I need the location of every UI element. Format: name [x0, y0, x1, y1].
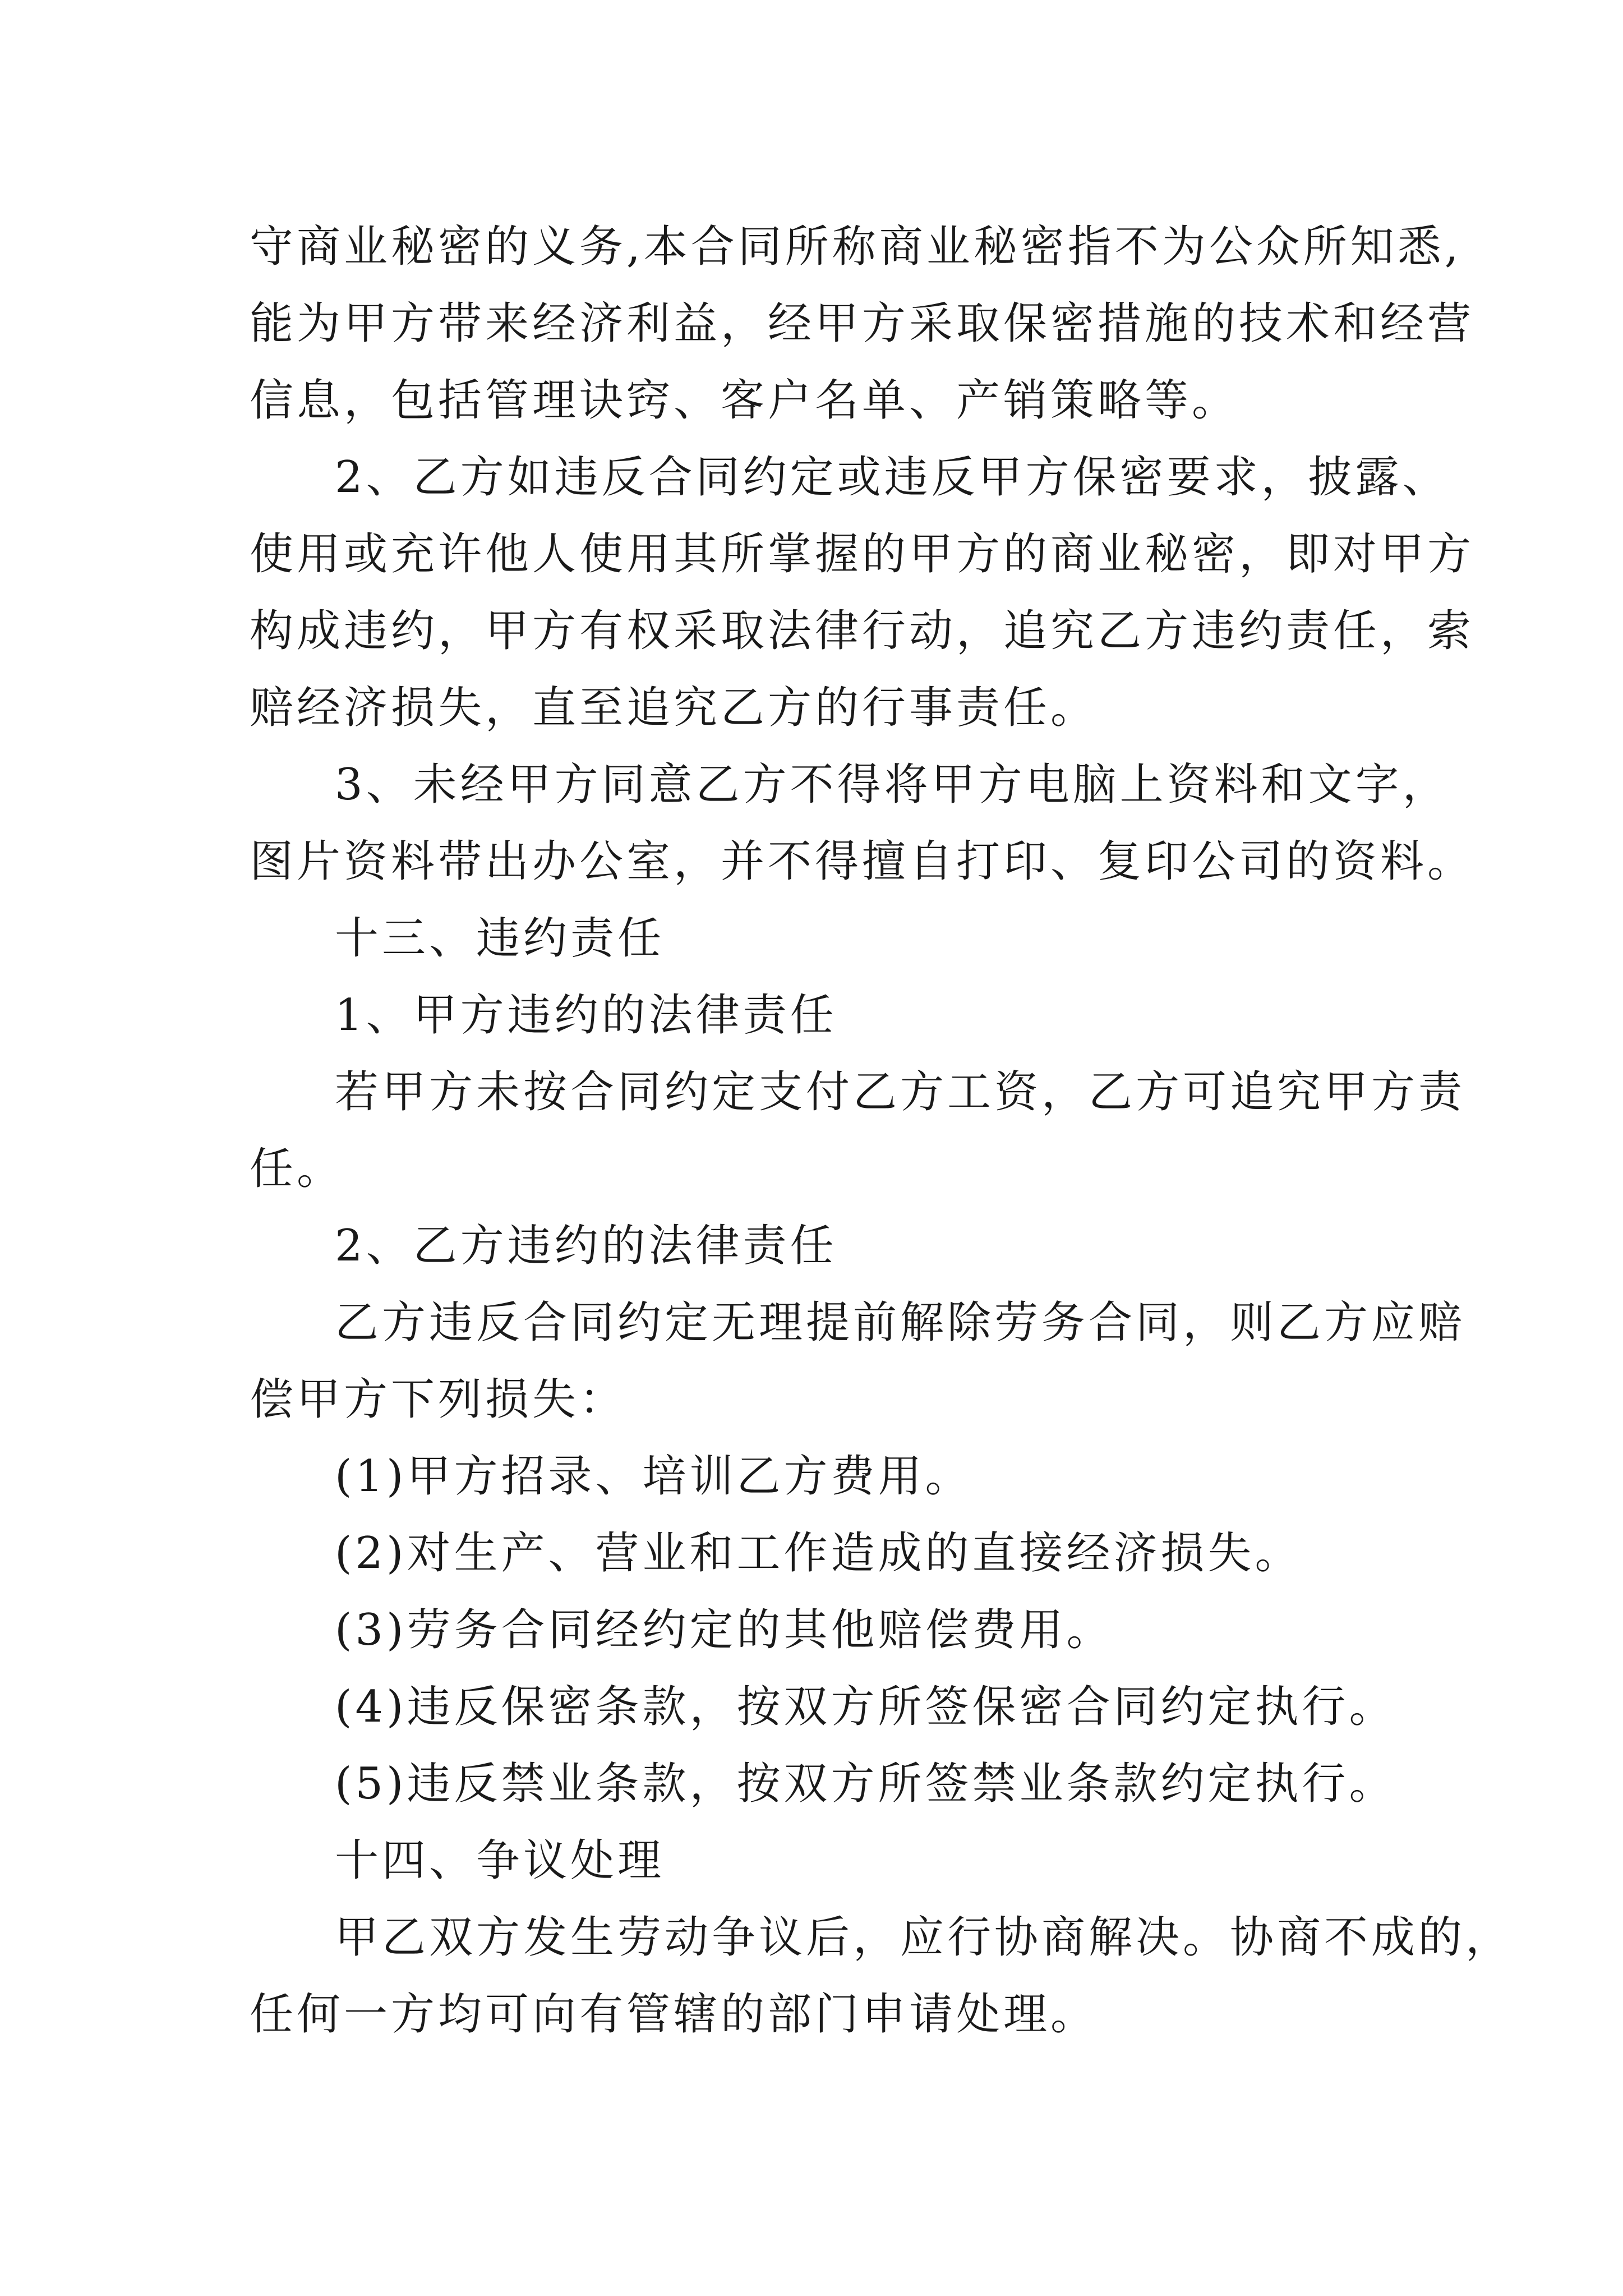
text-line: 守商业秘密的义务,本合同所称商业秘密指不为公众所知悉,	[250, 222, 1462, 272]
subheading-party-b-liability	[250, 1208, 1427, 1285]
text-line: (4)违反保密条款，按双方所签保密合同约定执行。	[335, 1682, 1396, 1732]
text-line: (1)甲方招录、培训乙方费用。	[335, 1451, 972, 1502]
paragraph-trade-secret-definition	[250, 209, 1475, 439]
section-heading-dispute-resolution	[250, 1823, 1427, 1899]
list-item-1	[250, 1438, 1427, 1515]
text-line: (3)劳务合同经约定的其他赔偿费用。	[335, 1605, 1114, 1655]
paragraph-party-b-compensation	[250, 1285, 1466, 1438]
text-line: (5)违反禁业条款，按双方所签禁业条款约定执行。	[335, 1759, 1396, 1809]
paragraph-party-a-wages	[250, 1054, 1466, 1208]
text-line: 任。	[250, 1144, 344, 1194]
paragraph-clause-2-disclosure	[250, 439, 1475, 747]
list-item-2	[250, 1515, 1427, 1592]
document-body	[250, 209, 1513, 2053]
text-line: 图片资料带出办公室，并不得擅自打印、复印公司的资料。	[250, 836, 1475, 887]
subheading-party-a-liability	[250, 977, 1427, 1054]
text-line: 乙方违反合同约定无理提前解除劳务合同，则乙方应赔	[335, 1297, 1466, 1348]
text-line: 十四、争议处理	[335, 1835, 665, 1886]
section-heading-breach-liability	[250, 900, 1427, 977]
text-line: 构成违约，甲方有权采取法律行动，追究乙方违约责任，索	[250, 606, 1475, 656]
list-item-4	[250, 1669, 1427, 1746]
text-line: 信息，包括管理诀窍、客户名单、产销策略等。	[250, 375, 1239, 426]
text-line: 2、乙方如违反合同约定或违反甲方保密要求，披露、	[335, 452, 1450, 503]
text-line: (2)对生产、营业和工作造成的直接经济损失。	[335, 1528, 1302, 1579]
text-line: 十三、违约责任	[335, 913, 665, 964]
text-line: 任何一方均可向有管辖的部门申请处理。	[250, 1989, 1098, 2040]
text-line: 1、甲方违约的法律责任	[335, 990, 837, 1041]
text-line: 能为甲方带来经济利益，经甲方采取保密措施的技术和经营	[250, 298, 1475, 349]
paragraph-clause-3-materials	[250, 747, 1475, 900]
text-line: 3、未经甲方同意乙方不得将甲方电脑上资料和文字，	[335, 760, 1450, 810]
text-line: 偿甲方下列损失：	[250, 1374, 627, 1425]
list-item-5	[250, 1746, 1427, 1823]
text-line: 使用或充许他人使用其所掌握的甲方的商业秘密，即对甲方	[250, 529, 1475, 579]
text-line: 若甲方未按合同约定支付乙方工资，乙方可追究甲方责	[335, 1067, 1466, 1117]
text-line: 甲乙双方发生劳动争议后，应行协商解决。协商不成的，	[335, 1912, 1513, 1963]
text-line: 赔经济损失，直至追究乙方的行事责任。	[250, 683, 1098, 733]
text-line: 2、乙方违约的法律责任	[335, 1221, 837, 1271]
paragraph-dispute-resolution	[250, 1899, 1513, 2053]
list-item-3	[250, 1592, 1427, 1669]
